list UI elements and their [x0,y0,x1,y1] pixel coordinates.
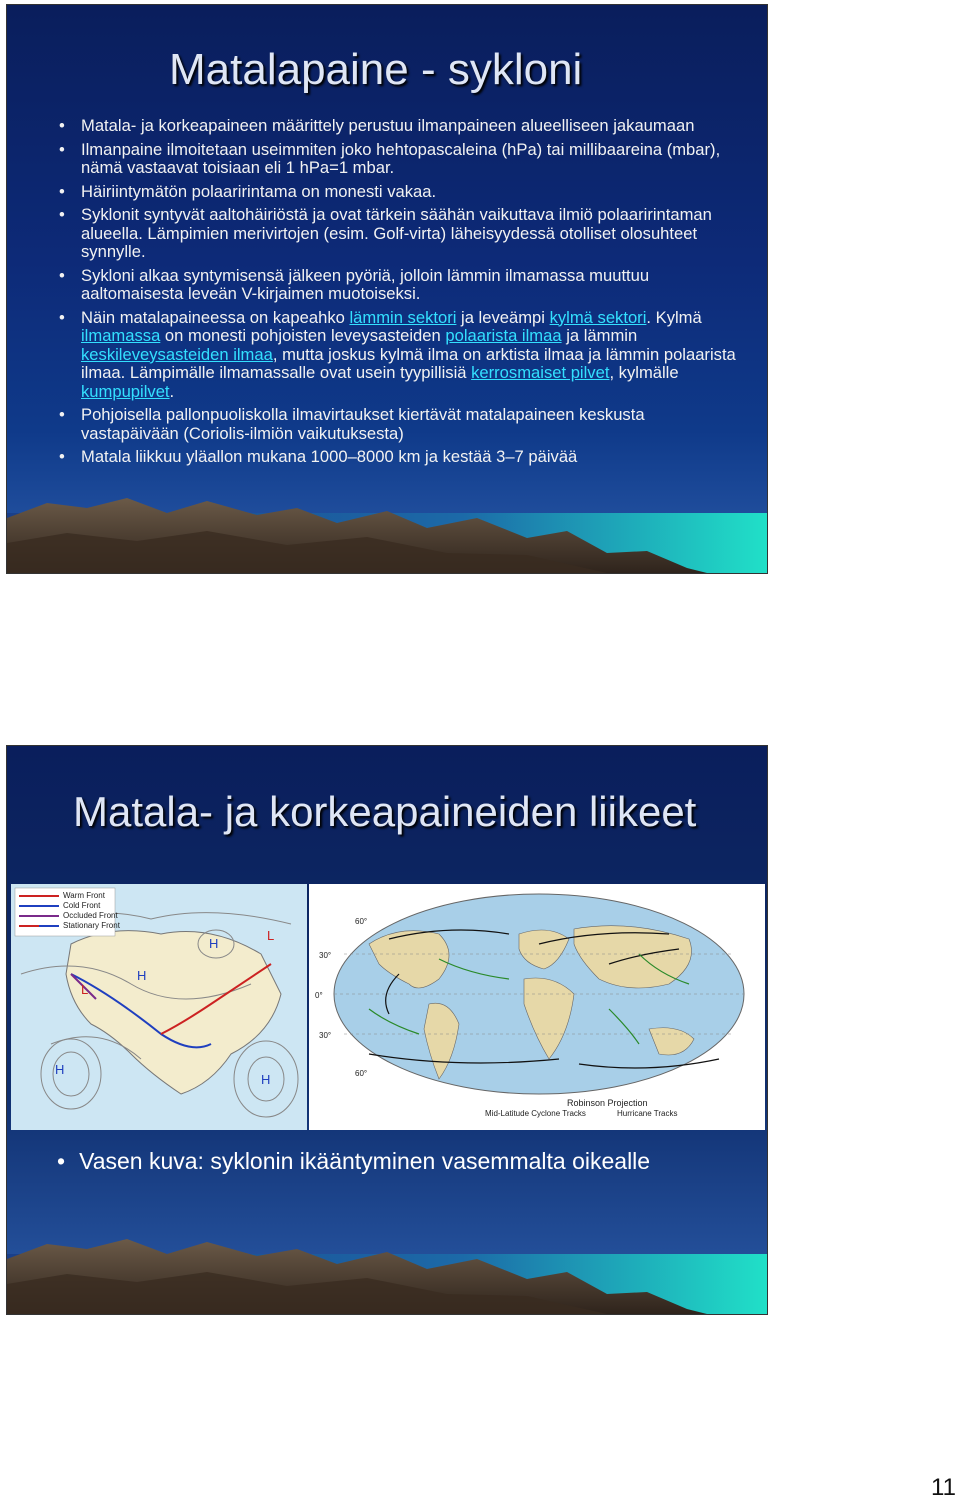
projection-label: Robinson Projection [567,1098,648,1108]
text: , kylmälle [609,363,679,382]
low-pressure-label: L [81,982,89,997]
text: . [169,381,175,401]
link-kumpupilvet[interactable]: kumpupilvet [81,381,170,401]
text: , mutta joskus kylmä ilma on arktista ilmaa ja lämmin polaarista ilmaa. Lämpimälle ilmamassalle ovat usein tyypillisiä [81,344,736,382]
link-polaarista-ilmaa[interactable]: polaarista ilmaa [445,326,562,345]
legend-stationary-front: Stationary Front [63,921,120,930]
text: Näin matalapaineessa on kapeahko [81,307,350,327]
slide-title: Matala- ja korkeapaineiden liikeet [73,788,697,835]
high-pressure-label: H [137,968,147,983]
high-pressure-label: H [261,1072,271,1087]
weather-front-map [11,884,307,1130]
text: on monesti pohjoisten leveysasteiden [160,326,446,345]
slide-matalapaine [6,4,768,574]
low-pressure-label: L [267,928,275,943]
latitude-label: 60° [355,1069,368,1078]
high-pressure-label: H [55,1062,65,1077]
latitude-label: 60° [355,917,368,926]
bullet-text: Vasen kuva: syklonin ikääntyminen vasemmalta oikealle [79,1148,651,1174]
text: ja leveämpi [456,307,550,327]
legend-occluded-front: Occluded Front [63,911,118,920]
world-storm-tracks-illustration [309,884,765,1130]
link-keskileveysasteiden-ilmaa[interactable]: keskileveysasteiden ilmaa [81,344,273,364]
bullet-item: • Sykloni alkaa syntymisensä jälkeen pyöriä, jolloin lämmin ilmamassa muuttuu aaltomaisesta leveän V-kirjaimen muotoiseksi. [57,267,737,304]
legend-hurricane-tracks: Hurricane Tracks [617,1109,678,1118]
bullet-item: • Ilmanpaine ilmoitetaan useimmiten joko hehtopascaleina (hPa) tai millibaareina (mbar), nämä vastaavat toisiaan eli 1 hPa=1 mbar. [57,141,737,178]
mountain-silhouette [7,473,767,573]
latitude-label: 30° [319,1031,332,1040]
bullet-item-with-links [57,309,737,402]
mountain-silhouette [7,1214,767,1314]
latitude-label: 0° [315,991,323,1000]
storm-tracks-map [309,884,765,1130]
link-kylma-sektori[interactable]: kylmä sektori [549,307,647,327]
text: ja lämmin [561,326,638,345]
high-pressure-label: H [209,936,219,951]
slide-title: Matalapaine - sykloni [169,45,583,94]
text: . Kylmä [646,307,702,327]
bullet-item: • Matala- ja korkeapaineen määrittely perustuu ilmanpaineen alueelliseen jakaumaan [57,117,737,136]
bullet-item: • Syklonit syntyvät aaltohäiriöstä ja ovat tärkein säähän vaikuttava ilmiö polaaririntaman alueella. Lämpimien merivirtojen (esim. Golf-virta) läheisyydessä otolliset olosuhteet synnylle. [57,206,737,262]
bullet-item: • Pohjoisella pallonpuoliskolla ilmavirtaukset kiertävät matalapaineen keskusta vastapäivään (Coriolis-ilmiön vaikutuksesta) [57,406,737,443]
bullet-list [57,117,737,472]
legend-warm-front: Warm Front [63,891,105,900]
bullet-item [57,1148,650,1175]
link-kerrosmaiset-pilvet[interactable]: kerrosmaiset pilvet [471,363,610,382]
latitude-label: 30° [319,951,332,960]
page-number: 11 [931,1474,956,1501]
bullet-item: • Häiriintymätön polaaririntama on monesti vakaa. [57,183,737,202]
slide-paineiden-liikkeet [6,745,768,1315]
link-lammin-sektori[interactable]: lämmin sektori [349,307,457,327]
legend-cold-front: Cold Front [63,901,101,910]
bullet-dot: • [57,1148,66,1174]
legend-cyclone-tracks: Mid-Latitude Cyclone Tracks [485,1109,586,1118]
link-ilmamassa[interactable]: ilmamassa [81,326,161,345]
bullet-item: • Matala liikkuu yläallon mukana 1000–8000 km ja kestää 3–7 päivää [57,448,737,467]
north-america-fronts-illustration [11,884,307,1130]
